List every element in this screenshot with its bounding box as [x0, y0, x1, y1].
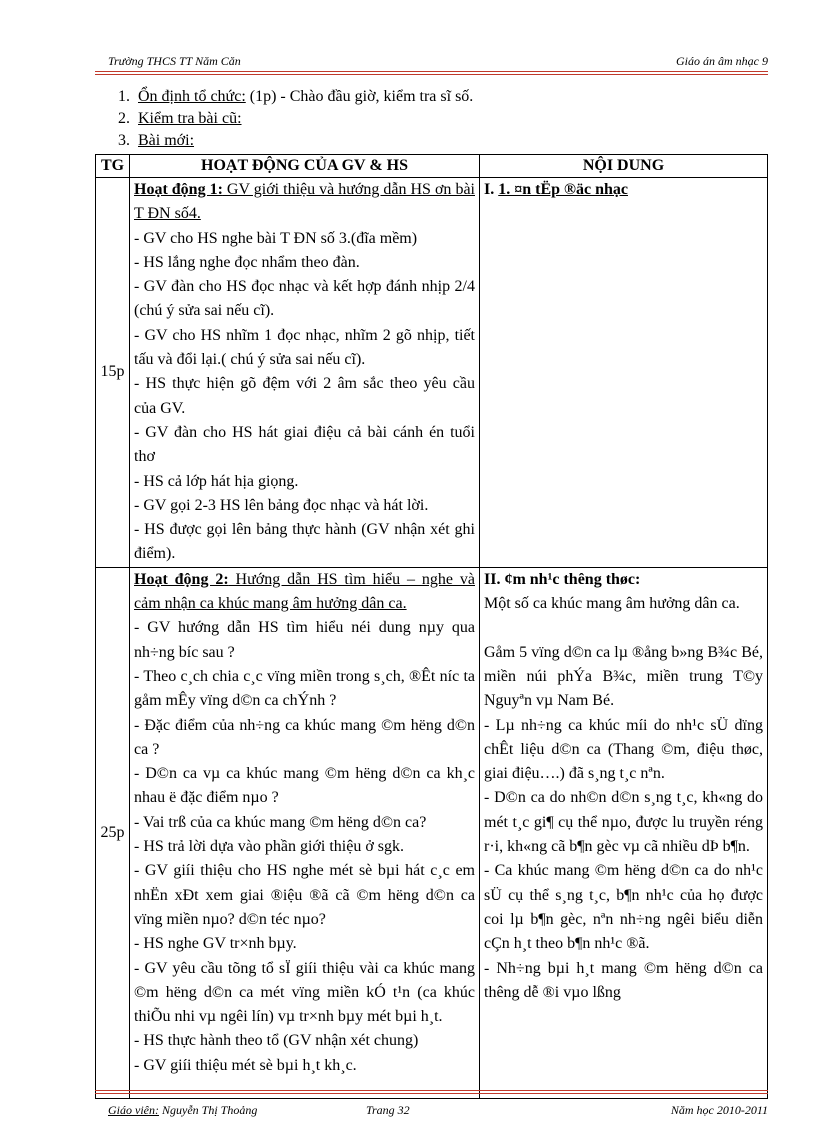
row1-activity-label: Hoạt động 1:: [134, 181, 223, 198]
list-item: - HS lắng nghe đọc nhẩm theo đàn.: [134, 253, 360, 271]
list-item: - GV yêu cầu tõng tổ sÏ giíi thiệu vài ca khúc mang ©m hëng d©n ca mét vïng miền kÓ t¹n (ca khúc thiÕu nhi vµ ngêi lín) vµ tr×nh bµy mét bµi h¸t.: [134, 959, 475, 1026]
footer-teacher-label: Giáo viên:: [108, 1103, 159, 1117]
list-item: - GV giíi thiệu mét sè bµi h¸t kh¸c.: [134, 1056, 357, 1074]
list-item: - D©n ca do nh©n d©n s¸ng t¸c, kh«ng do mét t¸c gi¶ cụ thể nµo, được lu truyền réng r·i, kh«ng cã b¶n gèc vµ cã nhiều dÞ b¶n.: [484, 789, 763, 856]
list-item: - Lµ nh÷ng ca khúc míi do nh¹c sÜ dïng chÊt liệu d©n ca (Thang ©m, điệu thøc, giai điệu….) đã s¸ng t¸c nªn.: [484, 716, 763, 783]
row2-activity: [130, 567, 480, 1098]
list-item: - HS trả lời dựa vào phần giới thiệu ở sgk.: [134, 838, 405, 856]
list-item: - Ca khúc mang ©m hëng d©n ca do nh¹c sÜ cụ thể s¸ng t¸c, b¶n nh¹c của họ được coi lµ b¶n gèc, nªn nh÷ng ngêi biểu diễn cÇn h¸t theo b¶n nh¹c ®ã.: [484, 862, 763, 953]
row1-activity-heading: GV giới thiệu và hướng dẫn HS ơn bài T ĐN số4.: [134, 181, 475, 223]
step-2: [118, 108, 473, 130]
list-item: - Vai trß của ca khúc mang ©m hëng d©n ca?: [134, 813, 427, 831]
row2-time: 25p: [96, 567, 130, 1098]
row1-content: [480, 178, 768, 568]
row1-time: 15p: [96, 178, 130, 568]
list-item: - D©n ca vµ ca khúc mang ©m hëng d©n ca kh¸c nhau ë đặc điểm nµo ?: [134, 765, 475, 807]
header-content: NỘI DUNG: [480, 155, 768, 178]
list-item: - HS cả lớp hát hịa giọng.: [134, 472, 299, 490]
footer-teacher: [108, 1103, 257, 1118]
step-1: [118, 86, 473, 108]
table-row: [96, 178, 768, 568]
header-tg: TG: [96, 155, 130, 178]
step-3-title: Bài mới:: [138, 132, 195, 149]
footer-year: Năm học 2010-2011: [670, 1103, 768, 1117]
header-school: Trường THCS TT Năm Căn: [108, 54, 241, 68]
row2-activity-heading: Hướng dẫn HS tìm hiểu – nghe và cảm nhận ca khúc mang âm hưởng dân ca.: [134, 570, 475, 613]
list-item: Gåm 5 vïng d©n ca lµ ®ång b»ng B¾c Bé, miền núi phÝa B¾c, miền trung T©y Nguyªn vµ Nam Bé.: [484, 643, 763, 710]
step-3-num: 3.: [118, 132, 130, 149]
step-1-title: Ổn định tổ chức:: [138, 88, 246, 105]
row2-content-title: II. ¢m nh¹c thêng thøc:: [484, 570, 641, 588]
list-item: - GV cho HS nhĩm 1 đọc nhạc, nhĩm 2 gõ nhịp, tiết tấu và đổi lại.( chú ý sửa sai nếu cĩ).: [134, 326, 475, 369]
list-item: - GV hướng dẫn HS tìm hiểu néi dung nµy qua nh÷ng bíc sau ?: [134, 619, 475, 661]
list-item: - HS được gọi lên bảng thực hành (GV nhận xét ghi điểm).: [134, 521, 475, 563]
list-item: - Đặc điểm của nh÷ng ca khúc mang ©m hëng d©n ca ?: [134, 716, 475, 758]
footer-rule: [95, 1090, 768, 1091]
step-2-title: Kiểm tra bài cũ:: [138, 110, 242, 127]
table-row: [96, 567, 768, 1098]
table-header-row: [96, 155, 768, 178]
footer-teacher-name: Nguyễn Thị Thoảng: [158, 1103, 258, 1117]
list-item: - GV đàn cho HS hát giai điệu cả bài cánh én tuổi thơ: [134, 423, 475, 466]
list-item: - GV cho HS nghe bài T ĐN số 3.(đĩa mềm): [134, 229, 418, 247]
list-item: - HS thực hành theo tổ (GV nhận xét chung): [134, 1032, 419, 1050]
list-item: [484, 616, 763, 640]
list-item: - Nh÷ng bµi h¸t mang ©m hëng d©n ca thêng dễ ®i vµo lßng: [484, 959, 763, 1001]
step-1-text: (1p) - Chào đầu giờ, kiểm tra sĩ số.: [245, 88, 474, 105]
step-3: [118, 130, 473, 152]
row2-activity-body: [134, 568, 475, 1098]
list-item: - GV giíi thiệu cho HS nghe mét sè bµi hát c¸c em nhËn xÐt xem giai ®iệu ®ã cã ©m hëng d©n ca vïng miền nµo? d©n téc nµo?: [134, 862, 475, 928]
list-item: - Theo c¸ch chia c¸c vïng miền trong s¸ch, ®Êt níc ta gåm mÊy vïng d©n ca chÝnh ?: [134, 667, 475, 710]
row1-activity-title: [134, 178, 475, 227]
list-item: - GV đàn cho HS đọc nhạc và kết hợp đánh nhịp 2/4 (chú ý sửa sai nếu cĩ).: [134, 278, 475, 320]
row1-content-prefix: I.: [484, 181, 499, 198]
header-subject: Giáo án âm nhạc 9: [676, 54, 768, 68]
step-1-num: 1.: [118, 88, 130, 105]
row1-content-title: [484, 178, 763, 202]
list-item: - HS nghe GV tr×nh bµy.: [134, 935, 297, 953]
row2-activity-title: [134, 568, 475, 617]
lesson-table: [95, 154, 768, 1099]
row2-content-body: [484, 568, 763, 1098]
header-activity: HOẠT ĐỘNG CỦA GV & HS: [130, 155, 480, 178]
footer-page: Trang 32: [366, 1103, 410, 1117]
list-item: Một số ca khúc mang âm hưởng dân ca.: [484, 595, 740, 613]
header-rule-2: [95, 74, 768, 75]
list-item: - GV gọi 2-3 HS lên bảng đọc nhạc và hát lời.: [134, 496, 429, 514]
header-rule: [95, 71, 768, 72]
list-item: - HS thực hiện gõ đệm với 2 âm sắc theo yêu cầu của GV.: [134, 375, 475, 417]
row2-activity-label: Hoạt động 2:: [134, 570, 229, 588]
lesson-steps: [118, 86, 473, 152]
row1-activity: [130, 178, 480, 568]
footer-rule-2: [95, 1093, 768, 1094]
row2-content: [480, 567, 768, 1098]
step-2-num: 2.: [118, 110, 130, 127]
row1-content-heading: 1. ¤n tËp ®äc nhạc: [498, 181, 628, 198]
